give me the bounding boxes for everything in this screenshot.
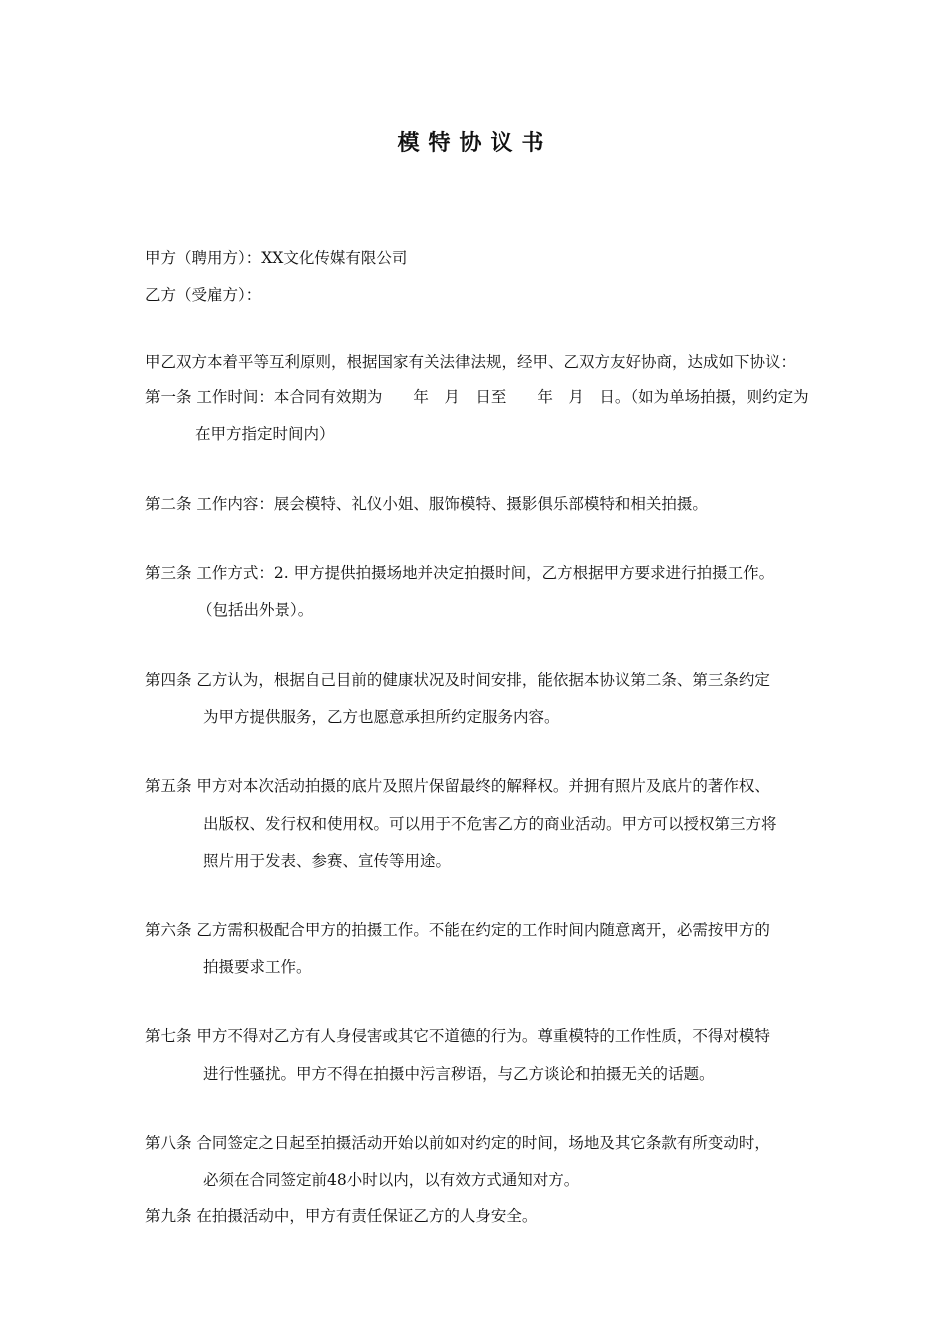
party-b: 乙方（受雇方）： <box>145 286 262 304</box>
article-1-line-1: 第一条 工作时间：本合同有效期为 年 月 日至 年 月 日。（如为单场拍摄，则约定为 <box>145 388 809 406</box>
article-5-line-2: 出版权、发行权和使用权。可以用于不危害乙方的商业活动。甲方可以授权第三方将 <box>203 815 777 833</box>
article-5-line-3: 照片用于发表、参赛、宣传等用途。 <box>203 852 452 870</box>
article-6-line-1: 第六条 乙方需积极配合甲方的拍摄工作。不能在约定的工作时间内随意离开，必需按甲方的 <box>145 921 770 939</box>
party-a: 甲方（聘用方）：XX文化传媒有限公司 <box>145 249 408 267</box>
article-8-line-2: 必须在合同签定前48小时以内，以有效方式通知对方。 <box>203 1171 580 1189</box>
document-title: 模特协议书 <box>397 130 553 156</box>
article-7-line-1: 第七条 甲方不得对乙方有人身侵害或其它不道德的行为。尊重模特的工作性质，不得对模特 <box>145 1027 770 1045</box>
article-7-line-2: 进行性骚扰。甲方不得在拍摄中污言秽语，与乙方谈论和拍摄无关的话题。 <box>203 1065 715 1083</box>
article-8-line-1: 第八条 合同签定之日起至拍摄活动开始以前如对约定的时间，场地及其它条款有所变动时， <box>145 1134 770 1152</box>
article-5-line-1: 第五条 甲方对本次活动拍摄的底片及照片保留最终的解释权。并拥有照片及底片的著作权、 <box>145 777 770 795</box>
article-1-line-2: 在甲方指定时间内） <box>195 425 335 443</box>
article-3-line-1: 第三条 工作方式：2. 甲方提供拍摄场地并决定拍摄时间，乙方根据甲方要求进行拍摄工作。 <box>145 564 775 582</box>
preamble: 甲乙双方本着平等互利原则，根据国家有关法律法规，经甲、乙双方友好协商，达成如下协议： <box>145 353 797 371</box>
article-9-line-1: 第九条 在拍摄活动中，甲方有责任保证乙方的人身安全。 <box>145 1207 538 1225</box>
article-3-line-2: （包括出外景）。 <box>197 601 314 619</box>
article-4-line-1: 第四条 乙方认为，根据自己目前的健康状况及时间安排，能依据本协议第二条、第三条约定 <box>145 671 770 689</box>
article-4-line-2: 为甲方提供服务，乙方也愿意承担所约定服务内容。 <box>203 708 560 726</box>
article-2-line-1: 第二条 工作内容：展会模特、礼仪小姐、服饰模特、摄影俱乐部模特和相关拍摄。 <box>145 495 708 513</box>
article-6-line-2: 拍摄要求工作。 <box>203 958 312 976</box>
